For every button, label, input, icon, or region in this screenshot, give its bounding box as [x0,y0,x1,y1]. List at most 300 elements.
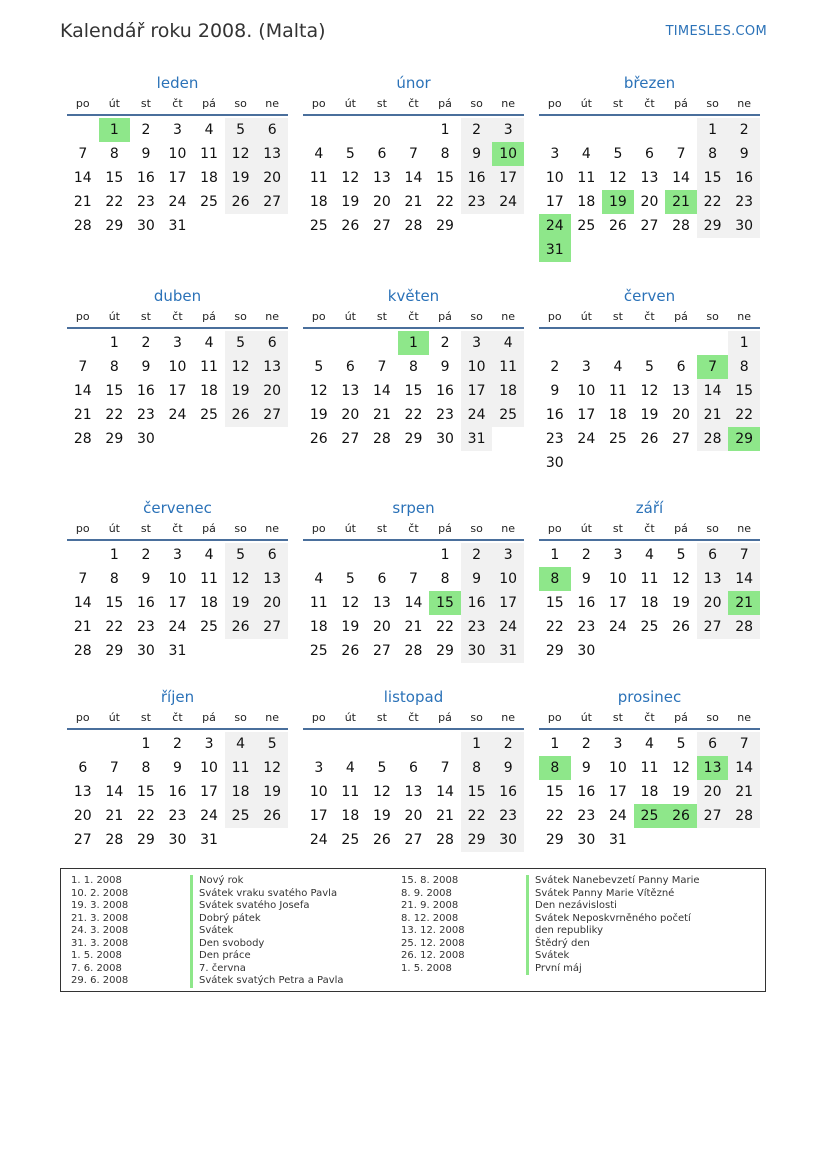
day-cell: 26 [672,619,690,635]
month-10 [67,686,288,852]
day-cell: 5 [256,732,288,756]
day-cell: 1 [440,122,450,138]
day-cell: 16 [577,784,596,800]
day-cell: 19 [256,780,288,804]
day-cell: 30 [577,643,596,659]
day-cell: 3 [613,736,623,752]
weekday-label: čt [172,522,183,535]
day-cell: 10 [577,383,596,399]
day-cell: 22 [105,194,124,210]
weekday-label: čt [172,97,183,110]
weekday-label: ne [737,97,752,110]
month-name: červen [623,287,676,305]
page-title: Kalendář roku 2008. (Malta) [60,20,326,42]
weekday-label: st [140,310,151,323]
weekday-label: so [234,711,247,724]
day-cell: 14 [672,170,690,186]
day-cell: 8 [728,355,760,379]
day-cell: 18 [492,379,524,403]
day-cell: 16 [461,591,493,615]
day-cell: 10 [608,760,627,776]
weekday-label: so [706,711,719,724]
day-cell: 30 [492,828,524,852]
day-cell: 27 [372,218,391,234]
empty-cell [366,543,398,567]
weekday-label: út [344,711,356,724]
weekday-label: po [311,310,326,323]
legend-date: 8. 12. 2008 [401,912,459,924]
day-cell: 12 [672,571,690,587]
day-cell: 20 [672,407,690,423]
day-cell: 18 [309,619,328,635]
day-cell: 27 [256,403,288,427]
weekday-label: pá [438,711,452,724]
weekday-label: ne [501,97,516,110]
day-cell: 19 [309,407,328,423]
day-cell: 23 [492,804,524,828]
day-cell: 6 [78,760,88,776]
day-cell: 27 [697,615,729,639]
holiday-day: 1 [99,118,131,142]
empty-cell [335,118,367,142]
day-cell: 4 [345,760,355,776]
day-cell: 3 [461,331,493,355]
day-cell: 24 [168,619,187,635]
days-grid [539,543,760,663]
legend-holiday-name: Svátek Neposkvrněného početí [526,913,691,926]
legend-holiday-name: Svátek svatých Petra a Pavla [190,975,344,988]
empty-cell [303,331,335,355]
day-cell: 20 [73,808,92,824]
day-cell: 4 [204,547,214,563]
day-cell: 24 [492,615,524,639]
day-cell: 7 [440,760,450,776]
day-cell: 14 [404,595,423,611]
days-grid [67,543,288,663]
day-cell: 27 [256,190,288,214]
weekday-header [303,94,524,116]
month-2 [303,72,524,238]
holiday-day: 26 [665,804,697,828]
day-cell: 8 [440,146,450,162]
day-cell: 13 [404,784,423,800]
day-cell: 14 [697,379,729,403]
day-cell: 14 [728,756,760,780]
weekday-header [303,519,524,541]
day-cell: 6 [256,118,288,142]
weekday-label: út [580,711,592,724]
day-cell: 9 [173,760,182,776]
weekday-label: so [706,522,719,535]
legend-holiday-name: Dobrý pátek [190,913,261,926]
day-cell: 23 [136,407,155,423]
day-cell: 23 [577,619,596,635]
month-name: listopad [383,688,444,706]
day-cell: 12 [341,170,360,186]
day-cell: 27 [341,431,360,447]
empty-cell [571,331,603,355]
day-cell: 31 [608,832,627,848]
empty-cell [303,732,335,756]
days-grid [303,118,524,238]
weekday-label: st [612,97,623,110]
day-cell: 16 [728,166,760,190]
empty-cell [366,331,398,355]
day-cell: 17 [608,784,627,800]
day-cell: 28 [73,218,92,234]
empty-cell [303,118,335,142]
day-cell: 13 [73,784,92,800]
day-cell: 19 [372,808,391,824]
day-cell: 14 [73,383,92,399]
legend-holiday-name: Svátek vraku svatého Pavla [190,888,337,901]
weekday-label: so [470,97,483,110]
day-cell: 26 [640,431,659,447]
day-cell: 3 [581,359,591,375]
legend-holiday-name: den republiky [526,925,603,938]
day-cell: 9 [440,359,450,375]
day-cell: 5 [314,359,324,375]
day-cell: 14 [404,170,423,186]
day-cell: 26 [309,431,328,447]
day-cell: 29 [436,218,454,234]
day-cell: 5 [377,760,387,776]
day-cell: 25 [608,431,627,447]
days-grid [539,118,760,262]
site-link[interactable]: TIMESLES.COM [665,24,767,39]
legend-date: 1. 1. 2008 [71,875,122,886]
day-cell: 21 [697,403,729,427]
day-cell: 24 [608,619,627,635]
holiday-day: 21 [728,591,760,615]
legend-holiday-name: První máj [526,963,582,976]
empty-cell [398,543,430,567]
day-cell: 16 [461,166,493,190]
day-cell: 18 [577,194,596,210]
day-cell: 26 [225,615,257,639]
weekday-label: so [470,711,483,724]
day-cell: 30 [545,455,564,471]
day-cell: 26 [341,218,360,234]
weekday-label: čt [408,522,419,535]
holiday-day: 15 [429,591,461,615]
month-11 [303,686,524,852]
day-cell: 21 [404,194,423,210]
month-5 [303,285,524,451]
day-cell: 12 [341,595,360,611]
day-cell: 24 [309,832,328,848]
day-cell: 29 [697,214,729,238]
day-cell: 20 [697,591,729,615]
weekday-label: ne [501,711,516,724]
day-cell: 18 [225,780,257,804]
day-cell: 25 [200,619,218,635]
month-9 [539,497,760,663]
day-cell: 9 [728,142,760,166]
day-cell: 29 [105,643,124,659]
day-cell: 15 [136,784,155,800]
empty-cell [571,118,603,142]
day-cell: 14 [105,784,124,800]
legend-holiday-name: Svátek [526,950,569,963]
weekday-header [539,519,760,541]
empty-cell [602,118,634,142]
weekday-label: st [140,711,151,724]
day-cell: 4 [204,122,214,138]
legend-holiday-name: Štědrý den [526,938,590,951]
day-cell: 11 [640,760,659,776]
weekday-label: ne [737,522,752,535]
day-cell: 3 [314,760,324,776]
day-cell: 23 [461,190,493,214]
day-cell: 25 [309,218,328,234]
day-cell: 17 [492,591,524,615]
legend-date: 24. 3. 2008 [71,925,129,936]
weekday-label: út [108,310,120,323]
day-cell: 18 [608,407,627,423]
day-cell: 9 [492,756,524,780]
month-name: duben [153,287,202,305]
month-name: prosinec [617,688,682,706]
day-cell: 31 [168,643,187,659]
day-cell: 5 [225,331,257,355]
day-cell: 24 [608,808,627,824]
day-cell: 2 [581,736,591,752]
legend-holiday-name: Svátek [190,925,233,938]
day-cell: 7 [728,732,760,756]
month-name: leden [156,74,199,92]
day-cell: 16 [492,780,524,804]
weekday-label: pá [438,310,452,323]
day-cell: 4 [581,146,591,162]
legend-date: 31. 3. 2008 [71,937,129,949]
day-cell: 16 [436,383,454,399]
days-grid [539,732,760,852]
day-cell: 7 [109,760,119,776]
day-cell: 17 [200,784,218,800]
day-cell: 17 [168,595,187,611]
weekday-label: so [706,97,719,110]
day-cell: 4 [225,732,257,756]
day-cell: 30 [168,832,187,848]
day-cell: 12 [225,142,257,166]
day-cell: 4 [645,547,654,563]
legend-date: 25. 12. 2008 [401,937,465,949]
holiday-day: 8 [539,756,571,780]
weekday-label: ne [265,97,280,110]
legend-holiday-name: 7. června [190,963,246,976]
day-cell: 15 [436,170,454,186]
day-cell: 9 [141,359,151,375]
day-cell: 5 [225,118,257,142]
day-cell: 5 [676,736,686,752]
weekday-label: pá [674,711,688,724]
days-grid [67,732,288,852]
day-cell: 15 [404,383,423,399]
month-name: říjen [160,688,195,706]
day-cell: 28 [697,427,729,451]
days-grid [67,118,288,238]
day-cell: 27 [256,615,288,639]
day-cell: 4 [645,736,654,752]
day-cell: 27 [372,643,391,659]
day-cell: 30 [436,431,454,447]
weekday-label: čt [644,711,655,724]
day-cell: 10 [168,571,187,587]
holiday-day: 19 [602,190,634,214]
day-cell: 2 [728,118,760,142]
days-grid [303,331,524,451]
day-cell: 3 [492,118,524,142]
day-cell: 23 [136,194,155,210]
day-cell: 18 [341,808,360,824]
days-grid [67,331,288,451]
day-cell: 4 [314,571,324,587]
weekday-label: čt [172,711,183,724]
day-cell: 5 [345,146,355,162]
day-cell: 13 [341,383,360,399]
day-cell: 1 [109,335,119,351]
month-12 [539,686,760,852]
day-cell: 22 [728,403,760,427]
day-cell: 16 [168,784,187,800]
weekday-label: čt [408,97,419,110]
day-cell: 3 [173,122,182,138]
day-cell: 31 [492,639,524,663]
day-cell: 12 [672,760,690,776]
day-cell: 20 [372,619,391,635]
legend-holiday-name: Den nezávislosti [526,900,617,913]
weekday-header [303,307,524,329]
legend-date: 19. 3. 2008 [71,900,129,911]
day-cell: 29 [105,218,124,234]
day-cell: 13 [256,142,288,166]
day-cell: 8 [409,359,418,375]
day-cell: 19 [672,595,690,611]
day-cell: 3 [173,547,182,563]
day-cell: 22 [436,194,454,210]
empty-cell [335,331,367,355]
empty-cell [634,331,666,355]
day-cell: 14 [372,383,391,399]
day-cell: 12 [225,355,257,379]
day-cell: 8 [697,142,729,166]
day-cell: 29 [545,832,564,848]
days-grid [303,732,524,852]
weekday-label: čt [408,310,419,323]
day-cell: 6 [676,359,686,375]
day-cell: 10 [608,571,627,587]
day-cell: 27 [672,431,690,447]
day-cell: 4 [492,331,524,355]
day-cell: 1 [461,732,493,756]
day-cell: 24 [168,194,187,210]
empty-cell [429,732,461,756]
legend-holiday-name: Svátek Nanebevzetí Panny Marie [526,875,700,888]
day-cell: 2 [141,547,151,563]
day-cell: 20 [697,780,729,804]
day-cell: 2 [173,736,182,752]
holiday-day: 31 [539,238,571,262]
day-cell: 23 [136,619,155,635]
month-name: srpen [392,499,435,517]
day-cell: 20 [404,808,423,824]
day-cell: 11 [608,383,627,399]
day-cell: 30 [136,218,155,234]
weekday-label: čt [644,310,655,323]
day-cell: 9 [581,760,591,776]
weekday-label: po [547,522,562,535]
day-cell: 23 [577,808,596,824]
day-cell: 7 [78,571,88,587]
day-cell: 28 [728,804,760,828]
day-cell: 21 [372,407,391,423]
empty-cell [366,732,398,756]
legend-date: 7. 6. 2008 [71,962,122,974]
day-cell: 23 [545,431,564,447]
day-cell: 13 [640,170,659,186]
weekday-label: ne [265,711,280,724]
day-cell: 27 [697,804,729,828]
legend-date: 26. 12. 2008 [401,950,465,961]
day-cell: 9 [581,571,591,587]
empty-cell [398,118,430,142]
day-cell: 12 [225,567,257,591]
day-cell: 6 [256,543,288,567]
day-cell: 9 [141,146,151,162]
day-cell: 26 [372,832,391,848]
day-cell: 25 [200,407,218,423]
day-cell: 18 [309,194,328,210]
day-cell: 10 [168,359,187,375]
day-cell: 11 [492,355,524,379]
weekday-label: čt [644,522,655,535]
month-name: březen [623,74,676,92]
day-cell: 7 [728,543,760,567]
day-cell: 18 [640,595,659,611]
legend-date: 8. 9. 2008 [401,887,452,899]
day-cell: 6 [256,331,288,355]
day-cell: 19 [225,379,257,403]
day-cell: 15 [728,379,760,403]
month-name: září [635,499,664,517]
weekday-label: pá [438,522,452,535]
weekday-label: čt [408,711,419,724]
day-cell: 13 [372,170,391,186]
weekday-label: st [140,97,151,110]
day-cell: 21 [73,407,92,423]
day-cell: 1 [697,118,729,142]
empty-cell [335,732,367,756]
day-cell: 20 [341,407,360,423]
holiday-day: 29 [728,427,760,451]
day-cell: 2 [492,732,524,756]
day-cell: 20 [372,194,391,210]
day-cell: 30 [728,214,760,238]
day-cell: 2 [141,122,151,138]
day-cell: 17 [608,595,627,611]
day-cell: 26 [225,403,257,427]
weekday-label: út [580,522,592,535]
day-cell: 31 [200,832,218,848]
weekday-label: st [376,522,387,535]
weekday-label: pá [202,97,216,110]
day-cell: 16 [136,383,155,399]
legend-date: 21. 9. 2008 [401,900,459,911]
empty-cell [67,732,99,756]
day-cell: 8 [141,760,151,776]
legend-holiday-name: Den práce [190,950,251,963]
